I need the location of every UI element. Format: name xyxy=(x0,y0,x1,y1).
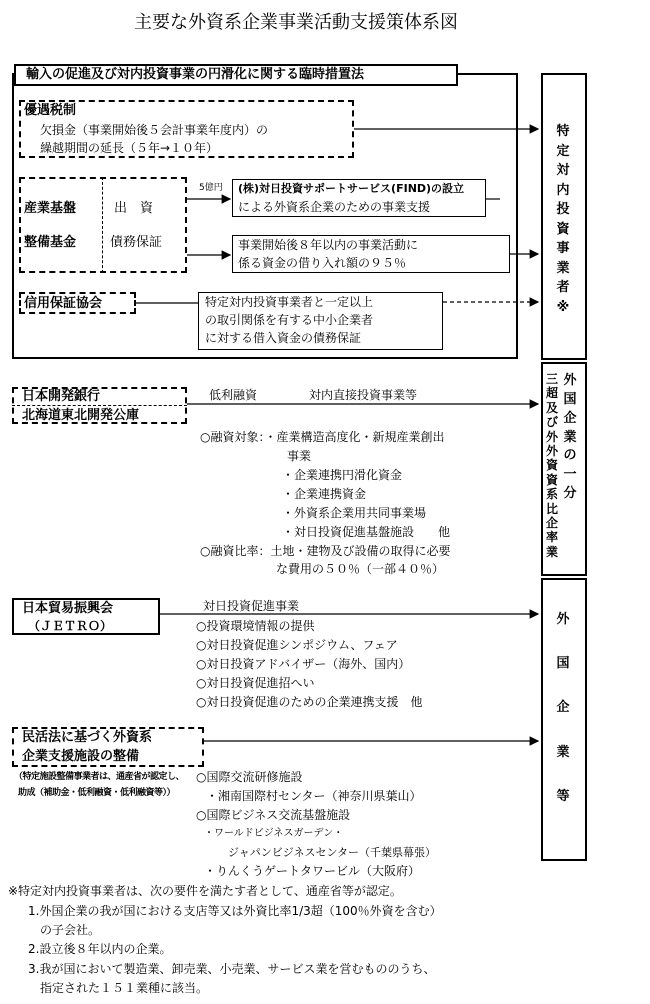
pfi-item1a: ・湘南国際村センター（神奈川県葉山） xyxy=(206,789,422,803)
loan-line1: 事業開始後８年以内の事業活動に xyxy=(238,238,419,252)
footnote-r1a: 1.外国企業の我が国における支店等又は外資比率1/3超（100％外資を含む） xyxy=(28,904,442,918)
pfi-note1: （特定施設整備事業者は、通産省が認定し、 xyxy=(14,772,185,782)
bank-target-cont: 事業 xyxy=(287,449,312,463)
loan-line2: 係る資金の借り入れ額の９５％ xyxy=(238,256,407,270)
right-box2-col1: 外国企業の一分 xyxy=(563,373,577,502)
fund-divider xyxy=(102,177,103,273)
fund-box xyxy=(19,177,187,273)
right-box3-text: 外国企業等 xyxy=(556,612,570,804)
bank-name1: 日本開発銀行 xyxy=(22,389,101,404)
fund-item1: 出 資 xyxy=(114,201,154,216)
bank-ratio1: ○融資比率：土地・建物及び設備の取得に必要 xyxy=(200,544,451,558)
footnote-r1b: の子会社。 xyxy=(40,923,101,937)
find-line2: による外資系企業のための事業支援 xyxy=(238,200,431,214)
jetro-item-2: ○対日投資促進シンポジウム、フェア xyxy=(196,638,398,652)
bank-ratio2: な費用の５０％（一部４０％） xyxy=(276,562,445,576)
credit-line1: 特定対内投資事業者と一定以上 xyxy=(205,295,374,309)
bank-target-1: ・企業連携円滑化資金 xyxy=(282,468,403,482)
footnote-r3a: 3.我が国において製造業、卸売業、小売業、サービス業を営むもののうち、 xyxy=(28,962,436,976)
bank-target-2: ・企業連携資金 xyxy=(282,487,367,501)
bank-name-divider xyxy=(12,405,187,406)
right-box2-col2: 三超及び外外資資系比企率業 xyxy=(545,372,558,559)
footnote-head: ※特定対内投資事業者は、次の要件を満たす者として、通産省等が認定。 xyxy=(8,884,402,898)
jetro-name2: （ＪＥＴＲＯ） xyxy=(28,619,113,633)
jetro-label: 対日投資促進事業 xyxy=(203,599,300,613)
pfi-item2: ○国際ビジネス交流基盤施設 xyxy=(196,808,351,822)
credit-title: 信用保証協会 xyxy=(24,296,103,311)
pfi-item2c: ・りんくうゲートタワービル（大阪府） xyxy=(204,864,421,878)
pfi-item2a: ・ワールドビジネスガーデン・ xyxy=(204,828,344,839)
bank-target-4: ・対日投資促進基盤施設 他 xyxy=(282,525,451,539)
footnote-r3b: 指定された１５１業種に該当。 xyxy=(40,981,209,995)
pfi-name1: 民活法に基づく外資系 xyxy=(22,730,153,745)
tax-line2: 繰越期間の延長（５年→１０年） xyxy=(40,141,219,155)
pfi-item2b: ジャパンビジネスセンター（千葉県幕張） xyxy=(228,846,437,859)
footnote-r2: 2.設立後８年以内の企業。 xyxy=(28,942,172,956)
fund-name1: 産業基盤 xyxy=(24,201,77,216)
page-title: 主要な外資系企業事業活動支援策体系図 xyxy=(134,12,458,33)
law-title: 輸入の促進及び対内投資事業の円滑化に関する臨時措置法 xyxy=(26,67,365,82)
pfi-note2: 助成（補助金・低利融資・低利融資等）） xyxy=(18,788,176,798)
jetro-item-5: ○対日投資促進のための企業連携支援 他 xyxy=(196,695,423,709)
bank-target-3: ・外資系企業用共同事業場 xyxy=(282,506,427,520)
jetro-item-1: ○投資環境情報の提供 xyxy=(196,619,315,633)
credit-line2: の取引関係を有する中小企業者 xyxy=(205,313,374,327)
jetro-item-4: ○対日投資促進招へい xyxy=(196,676,315,690)
tax-title: 優遇税制 xyxy=(24,103,77,118)
bank-label2: 対内直接投資事業等 xyxy=(309,388,418,402)
bank-name2: 北海道東北開発公庫 xyxy=(22,408,140,423)
right-box1-text: 特定対内投資事業者※ xyxy=(556,124,570,315)
pfi-name2: 企業支援施設の整備 xyxy=(22,749,140,764)
jetro-name1: 日本貿易振興会 xyxy=(22,601,114,616)
bank-label1: 低利融資 xyxy=(209,388,258,402)
jetro-item-3: ○対日投資アドバイザー（海外、国内） xyxy=(196,657,411,671)
pfi-item1: ○国際交流研修施設 xyxy=(196,770,303,784)
credit-line3: に対する借入資金の債務保証 xyxy=(205,331,362,345)
find-line1: (株)対日投資サポートサービス(FIND)の設立 xyxy=(238,182,465,195)
fund-item2: 債務保証 xyxy=(110,235,163,250)
fund-arrow-label: 5億円 xyxy=(199,183,223,193)
tax-line1: 欠損金（事業開始後５会計事業年度内）の xyxy=(40,123,269,137)
fund-name2: 整備基金 xyxy=(24,235,77,250)
bank-target-head: ○融資対象：・産業構造高度化・新規産業創出 xyxy=(200,430,445,444)
